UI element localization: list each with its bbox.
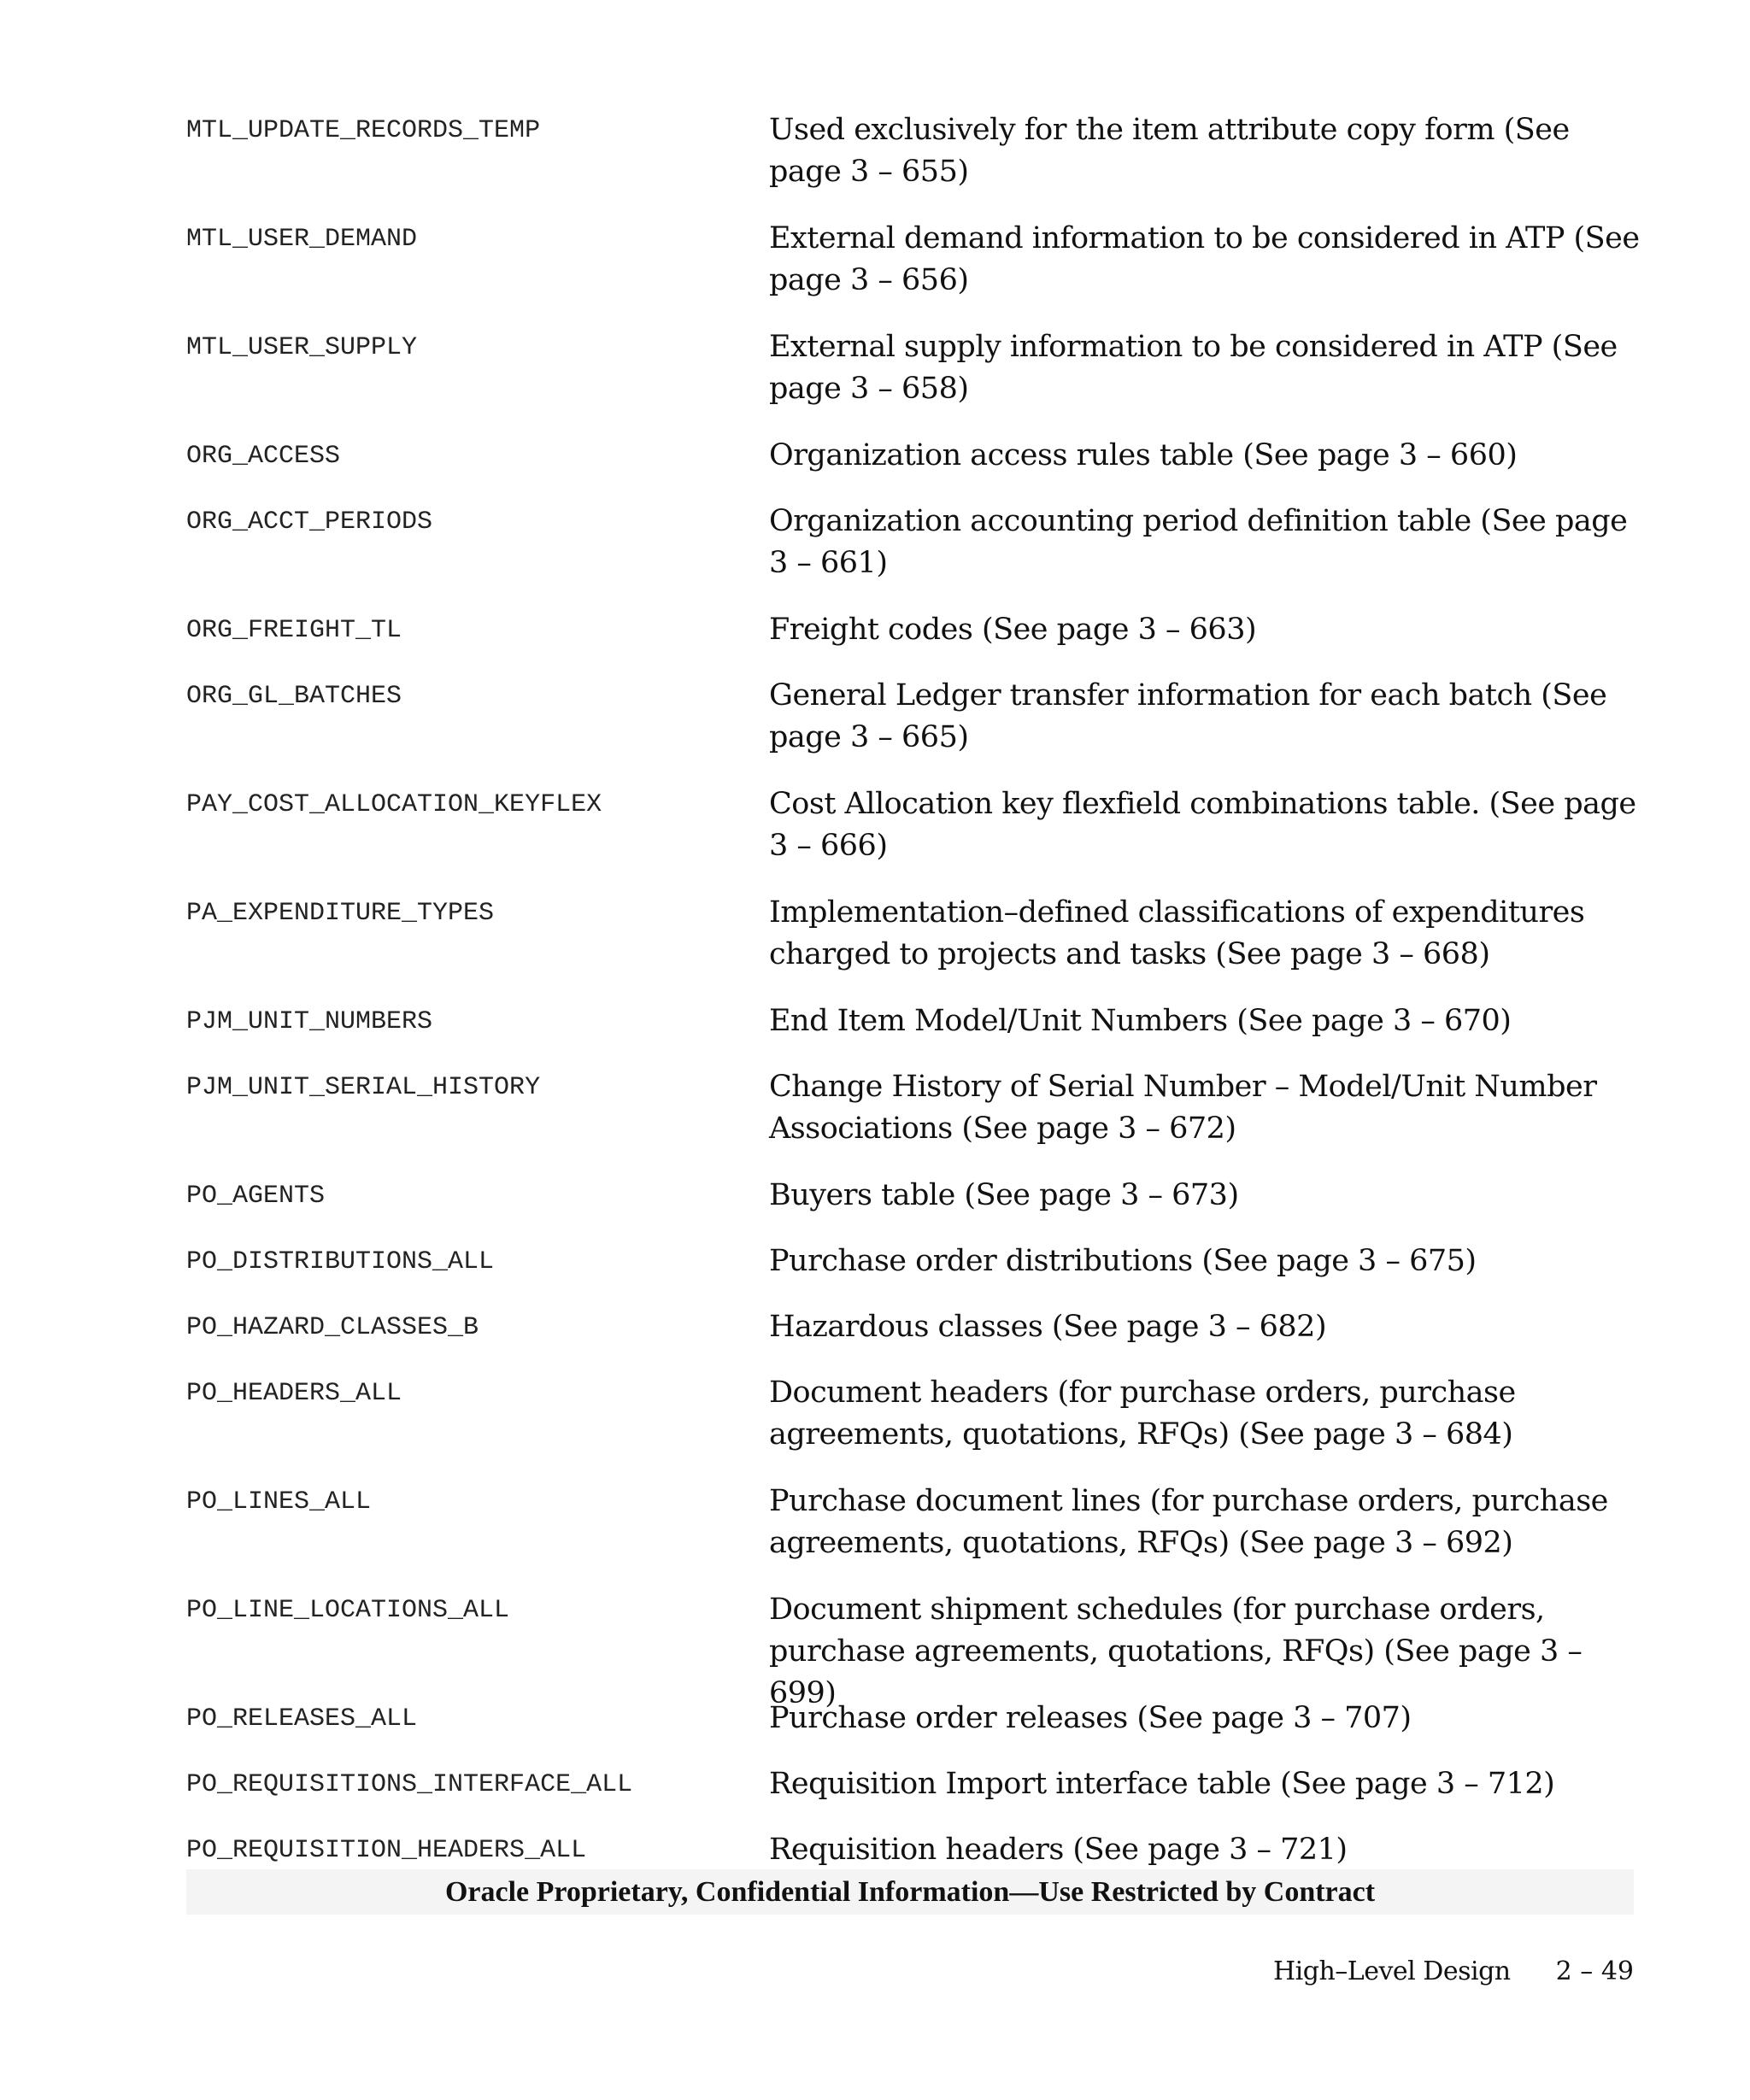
table-description: Document shipment schedules (for purchase orders, purchase agreements, quotations, RFQs) (See page 3 – 699) [769,1593,1583,1710]
table-description: Used exclusively for the item attribute copy form (See page 3 – 655) [769,113,1570,189]
table-name: MTL_UPDATE_RECORDS_TEMP [186,116,541,145]
table-name: ORG_ACCESS [186,442,341,471]
table-description: Purchase order releases (See page 3 – 707) [769,1701,1412,1735]
table-name: MTL_USER_SUPPLY [186,333,418,362]
table-description: Purchase order distributions (See page 3 – 675) [769,1244,1477,1278]
table-description: Hazardous classes (See page 3 – 682) [769,1310,1327,1344]
table-name: PO_RELEASES_ALL [186,1704,418,1733]
table-description: General Ledger transfer information for each batch (See page 3 – 665) [769,678,1607,754]
table-description: External demand information to be considered in ATP (See page 3 – 656) [769,221,1640,297]
table-name: PO_HEADERS_ALL [186,1379,402,1408]
table-description: Requisition Import interface table (See page 3 – 712) [769,1767,1555,1801]
table-description: Purchase document lines (for purchase orders, purchase agreements, quotations, RFQs) (See page 3 – 692) [769,1484,1608,1560]
table-description: Freight codes (See page 3 – 663) [769,613,1257,647]
table-description: Document headers (for purchase orders, purchase agreements, quotations, RFQs) (See page 3 – 684) [769,1376,1516,1452]
table-name: PJM_UNIT_SERIAL_HISTORY [186,1073,541,1102]
table-name: ORG_ACCT_PERIODS [186,507,433,537]
table-name: PJM_UNIT_NUMBERS [186,1007,433,1036]
footer-page-number: 2 – 49 [1555,1956,1634,1986]
table-description: Cost Allocation key flexfield combinations table. (See page 3 – 666) [769,787,1636,863]
table-description: Organization access rules table (See page 3 – 660) [769,438,1518,472]
table-name: PO_AGENTS [186,1182,326,1211]
table-name: PO_DISTRIBUTIONS_ALL [186,1247,495,1276]
table-description: Buyers table (See page 3 – 673) [769,1178,1239,1212]
table-name: MTL_USER_DEMAND [186,225,418,254]
table-description: External supply information to be considered in ATP (See page 3 – 658) [769,330,1618,406]
table-description: Implementation–defined classifications of expenditures charged to projects and tasks (See page 3 – 668) [769,895,1585,971]
footer-section-title: High–Level Design [1273,1956,1511,1986]
table-name: PAY_COST_ALLOCATION_KEYFLEX [186,790,602,819]
table-name: PO_HAZARD_CLASSES_B [186,1313,479,1342]
table-name: PO_LINE_LOCATIONS_ALL [186,1596,510,1625]
table-description: Requisition headers (See page 3 – 721) [769,1833,1348,1867]
table-name: ORG_FREIGHT_TL [186,616,402,645]
table-description: Change History of Serial Number – Model/Unit Number Associations (See page 3 – 672) [769,1070,1597,1146]
table-description: Organization accounting period definition table (See page 3 – 661) [769,504,1628,580]
table-name: PA_EXPENDITURE_TYPES [186,899,495,928]
table-description: End Item Model/Unit Numbers (See page 3 – 670) [769,1004,1512,1038]
table-name: PO_REQUISITIONS_INTERFACE_ALL [186,1770,633,1799]
table-name: ORG_GL_BATCHES [186,682,402,711]
table-name: PO_LINES_ALL [186,1487,372,1516]
table-name: PO_REQUISITION_HEADERS_ALL [186,1836,587,1865]
confidentiality-notice: Oracle Proprietary, Confidential Information––Use Restricted by Contract [186,1869,1634,1915]
